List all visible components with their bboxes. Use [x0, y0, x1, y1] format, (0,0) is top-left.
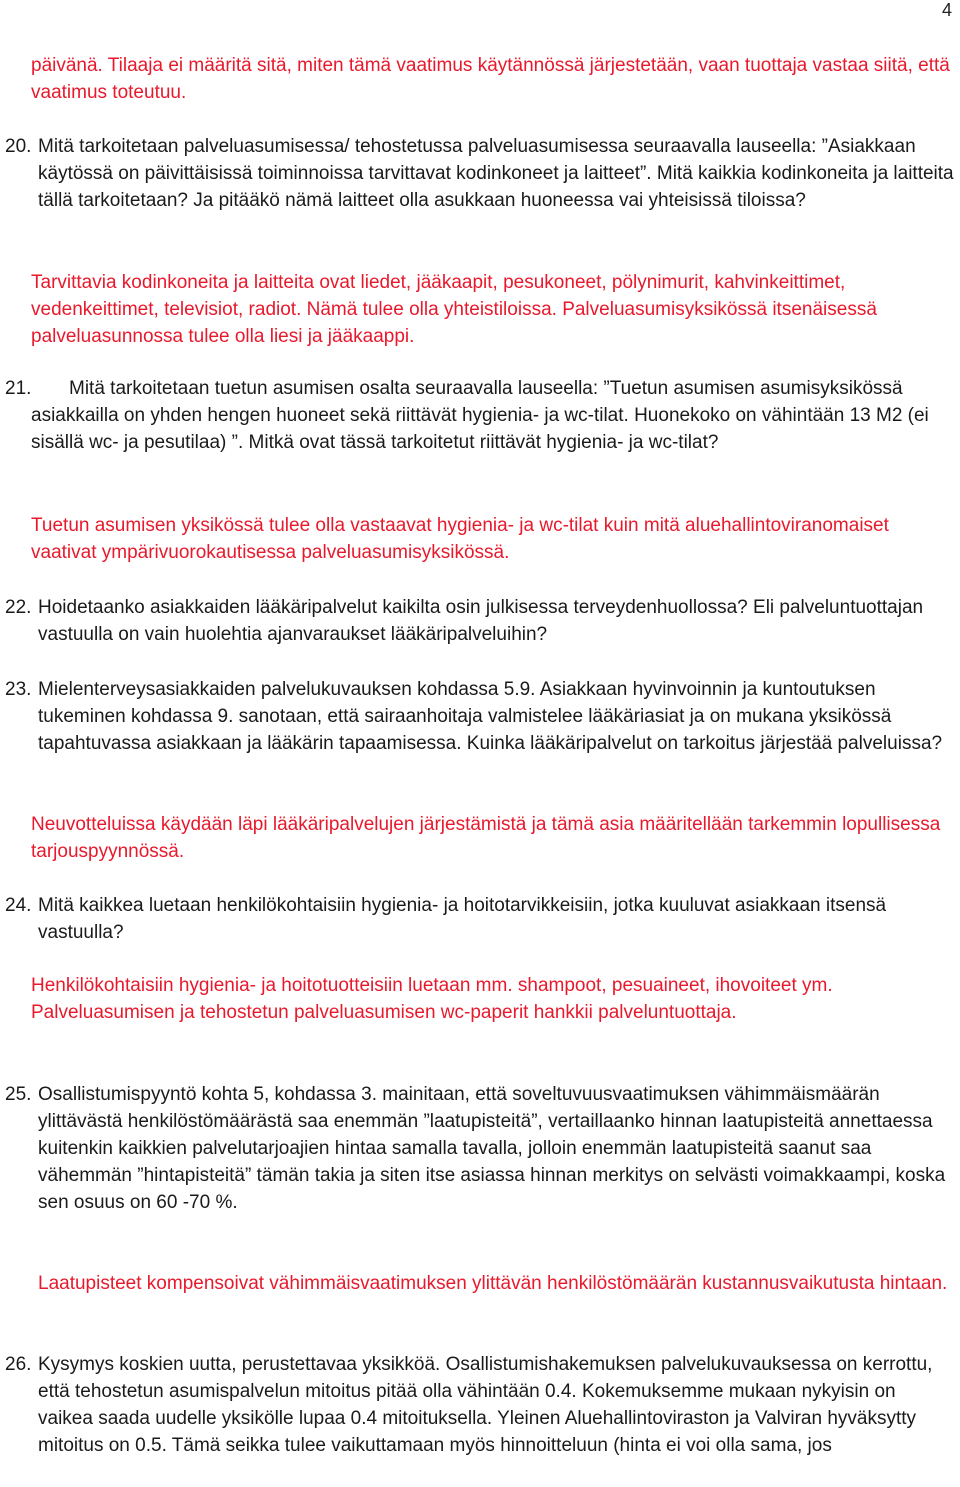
question-number: 23. [5, 679, 32, 700]
question-text-21: Mitä tarkoitetaan tuetun asumisen osalta seuraavalla lauseella: ”Tuetun asumisen asumisyksikössä asiakkailla on yhden hengen huoneet sekä riittävät hygienia- ja wc-tilat. Huonekoko on vähintään 13 M2 (ei sisällä wc- ja pesutilaa) ”. Mitkä ovat tässä tarkoitetut riittävät hygienia- ja wc-tilat? [31, 378, 929, 453]
question-text: Kysymys koskien uutta, perustettavaa yksikköä. Osallistumishakemuksen palvelukuvauksessa on kerrottu, että tehostetun asumispalvelun mitoitus pitää olla vähintään 0.4. Kokemuksemme mukaan nykyisin on vaikea saada uudelle yksikölle lupaa 0.4 mitoituksella. Yleinen Aluehallintoviraston ja Valviran hyväksytty mitoitus on 0.5. Tämä seikka tulee vaikuttamaan myös hinnoitteluun (hinta ei voi olla sama, jos [38, 1354, 933, 1456]
page-number: 4 [941, 0, 952, 20]
question-text: Hoidetaanko asiakkaiden lääkäripalvelut kaikilta osin julkisessa terveydenhuollossa? Eli palveluntuottajan vastuulla on vain huolehtia ajanvaraukset lääkäripalveluihin? [38, 597, 924, 645]
question-number: 22. [5, 597, 32, 618]
question-number: 24. [5, 895, 32, 916]
question-text: Mielenterveysasiakkaiden palvelukuvauksen kohdassa 5.9. Asiakkaan hyvinvoinnin ja kuntoutuksen tukeminen kohdassa 9. sanotaan, että sairaanhoitaja valmistelee lääkäriasiat ja on mukana yksikössä tapahtuvassa asiakkaan ja lääkärin tapaamisessa. Kuinka lääkäripalvelut on tarkoitus järjestää palveluissa? [38, 679, 943, 754]
answer-20: Tarvittavia kodinkoneita ja laitteita ovat liedet, jääkaapit, pesukoneet, pölynimurit, kahvinkeittimet, vedenkeittimet, televisiot, radiot. Nämä tulee olla yhteistiloissa. Palveluasumisyksikössä itsenäisessä palveluasunnossa tulee olla liesi ja jääkaappi. [31, 272, 877, 347]
question-text: Mitä kaikkea luetaan henkilökohtaisiin hygienia- ja hoitotarvikkeisiin, jotka kuuluvat asiakkaan itsensä vastuulla? [38, 895, 887, 943]
answer-23: Neuvotteluissa käydään läpi lääkäripalvelujen järjestämistä ja tämä asia määritellään tarkemmin lopullisessa tarjouspyynnössä. [31, 814, 941, 862]
question-number: 21. [5, 378, 32, 399]
answer-21: Tuetun asumisen yksikössä tulee olla vastaavat hygienia- ja wc-tilat kuin mitä aluehallintoviranomaiset vaativat ympärivuorokautisessa palveluasumisyksikössä. [31, 515, 889, 563]
question-number: 26. [5, 1354, 32, 1375]
question-text: Mitä tarkoitetaan palveluasumisessa/ tehostetussa palveluasumisessa seuraavalla lauseella: ”Asiakkaan käytössä on päivittäisissä toiminnoissa tarvittavat kodinkoneet ja laitteet”. Mitä kaikkia kodinkoneita ja laitteita tällä tarkoitetaan? Ja pitääkö nämä laitteet olla asukkaan huoneessa vai yhteisissä tiloissa? [38, 136, 954, 211]
question-number: 25. [5, 1084, 32, 1105]
answer-24: Henkilökohtaisiin hygienia- ja hoitotuotteisiin luetaan mm. shampoot, pesuaineet, ihovoiteet ym. Palveluasumisen ja tehostetun palveluasumisen wc-paperit hankkii palveluntuottaja. [31, 975, 833, 1023]
question-number: 20. [5, 136, 32, 157]
question-text: Osallistumispyyntö kohta 5, kohdassa 3. mainitaan, että soveltuvuusvaatimuksen vähimmäismäärän ylittävästä henkilöstömäärästä saa enemmän ”laatupisteitä”, vertaillaanko hinnan laatupisteitä annettaessa kuitenkin kaikkien palvelutarjoajien hintaa samalla tavalla, jolloin enemmän laatupisteitä saanut saa vähemmän ”hintapisteitä” tämän takia ja siten itse asiassa hinnan merkitys on selvästi voimakkaampi, koska sen osuus on 60 -70 %. [38, 1084, 946, 1213]
answer-25: Laatupisteet kompensoivat vähimmäisvaatimuksen ylittävän henkilöstömäärän kustannusvaikutusta hintaan. [38, 1273, 948, 1294]
intro-answer: päivänä. Tilaaja ei määritä sitä, miten tämä vaatimus käytännössä järjestetään, vaan tuottaja vastaa siitä, että vaatimus toteutuu. [31, 55, 950, 103]
